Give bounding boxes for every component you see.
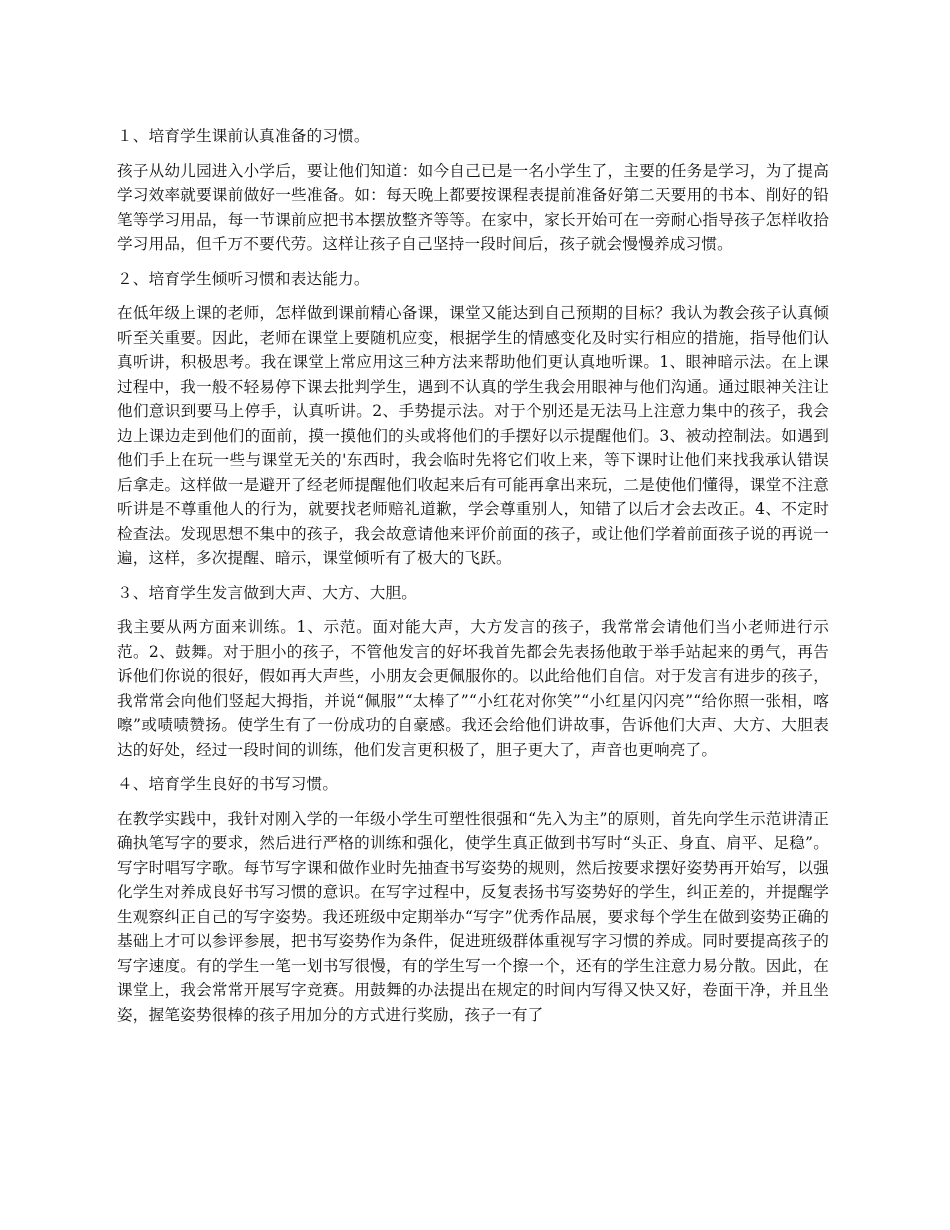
- section-paragraph: 孩子从幼儿园进入小学后，要让他们知道：如今自己已是一名小学生了，主要的任务是学习，为了提高学习效率就要课前做好一些准备。如：每天晚上都要按课程表提前准备好第二天要用的书本、削好的铅笔等学习用品，每一节课前应把书本摆放整齐等等。在家中，家长开始可在一旁耐心指导孩子怎样收拾学习用品，但千万不要代劳。这样让孩子自己坚持一段时间后，孩子就会慢慢养成习惯。: [117, 161, 829, 253]
- section-heading: ２、培育学生倾听习惯和表达能力。: [117, 269, 370, 288]
- section-paragraph: 在低年级上课的老师，怎样做到课前精心备课，课堂又能达到自己预期的目标？我认为教会孩子认真倾听至关重要。因此，老师在课堂上要随机应变，根据学生的情感变化及时实行相应的措施，指导他们认真听讲，积极思考。我在课堂上常应用这三种方法来帮助他们更认真地听课。1、眼神暗示法。在上课过程中，我一般不轻易停下课去批判学生，遇到不认真的学生我会用眼神与他们沟通。通过眼神关注让他们意识到要马上停手，认真听讲。2、手势提示法。对于个别还是无法马上注意力集中的孩子，我会边上课边走到他们的面前，摸一摸他们的头或将他们的手摆好以示提醒他们。3、被动控制法。如遇到他们手上在玩一些与课堂无关的'东西时，我会临时先将它们收上来，等下课时让他们来找我承认错误后拿走。这样做一是避开了经老师提醒他们收起来后有可能再拿出来玩，二是使他们懂得，课堂不注意听讲是不尊重他人的行为，就要找老师赔礼道歉，学会尊重别人，知错了以后才会去改正。4、不定时检查法。发现思想不集中的孩子，我会故意请他来评价前面的孩子，或让他们学着前面孩子说的再说一遍，这样，多次提醒、暗示，课堂倾听有了极大的飞跃。: [117, 304, 829, 567]
- document-page: [117, 124, 829, 1037]
- section-heading: ３、培育学生发言做到大声、大方、大胆。: [117, 583, 418, 602]
- section-heading: １、培育学生课前认真准备的习惯。: [117, 127, 370, 145]
- section-1: [117, 124, 829, 257]
- section-paragraph: 在教学实践中，我针对刚入学的一年级小学生可塑性很强和“先入为主”的原则，首先向学生示范讲清正确执笔写字的要求，然后进行严格的训练和强化，使学生真正做到书写时“头正、身直、肩平、足稳”。写字时唱写字歌。每节写字课和做作业时先抽查书写姿势的规则，然后按要求摆好姿势再开始写，以强化学生对养成良好书写习惯的意识。在写字过程中，反复表扬书写姿势好的学生，纠正差的，并提醒学生观察纠正自己的写字姿势。我还班级中定期举办“写字”优秀作品展，要求每个学生在做到姿势正确的基础上才可以参评参展，把书写姿势作为条件，促进班级群体重视写字习惯的养成。同时要提高孩子的写字速度。有的学生一笔一划书写很慢，有的学生写一个擦一个，还有的学生注意力易分散。因此，在课堂上，我会常常开展写字竞赛。用鼓舞的办法提出在规定的时间内写得又快又好，卷面干净，并且坐姿，握笔姿势很棒的孩子用加分的方式进行奖励，孩子一有了: [117, 809, 829, 1024]
- section-paragraph: 我主要从两方面来训练。1、示范。面对能大声，大方发言的孩子，我常常会请他们当小老师进行示范。2、鼓舞。对于胆小的孩子，不管他发言的好坏我首先都会先表扬他敢于举手站起来的勇气，再告诉他们你说的很好，假如再大声些，小朋友会更佩服你的。以此给他们自信。对于发言有进步的孩子，我常常会向他们竖起大拇指，并说“佩服”“太棒了”“小红花对你笑”“小红星闪闪亮”“给你照一张相，喀嚓”或啧啧赞扬。使学生有了一份成功的自豪感。我还会给他们讲故事，告诉他们大声、大方、大胆表达的好处，经过一段时间的训练，他们发言更积极了，胆子更大了，声音也更响亮了。: [117, 618, 829, 759]
- section-3: [117, 581, 829, 763]
- section-heading: ４、培育学生良好的书写习惯。: [117, 775, 339, 793]
- section-4: [117, 772, 829, 1027]
- section-2: [117, 267, 829, 571]
